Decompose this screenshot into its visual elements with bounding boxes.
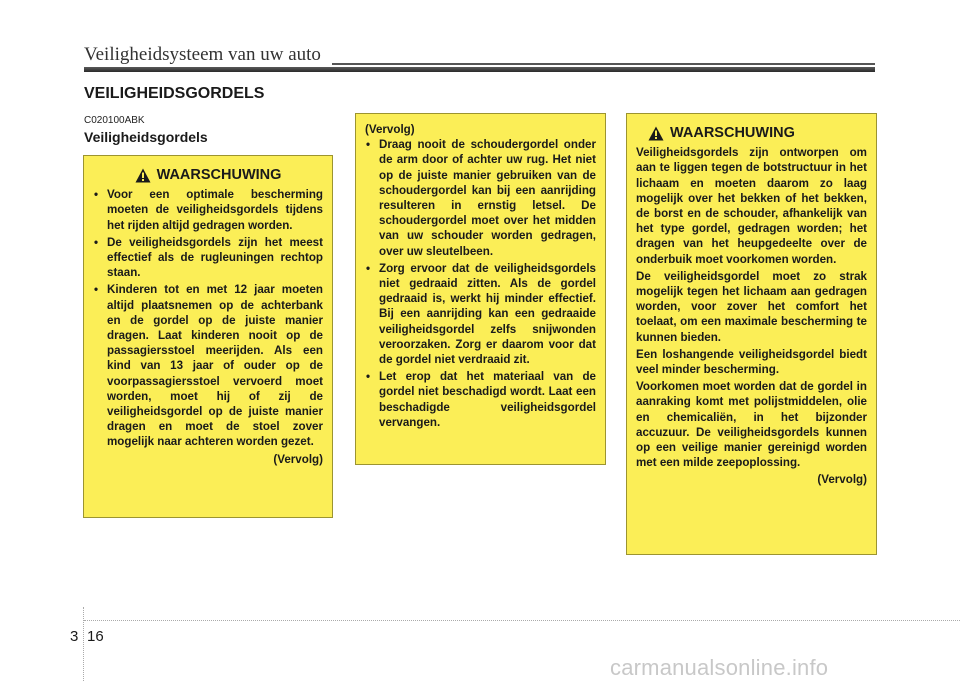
header-rule [84, 67, 875, 72]
section-subtitle: Veiligheidsgordels [84, 129, 208, 145]
warning-box-3 [626, 113, 877, 555]
continued-label: (Vervolg) [273, 452, 323, 466]
paragraph: Een loshangende veiligheidsgordel biedt veel minder bescherming. [636, 347, 867, 377]
footer-rule [84, 620, 960, 621]
warning-triangle-icon [648, 126, 664, 141]
warning-triangle-icon [135, 168, 151, 183]
warning-box-2 [355, 113, 606, 465]
list-item: • Let erop dat het materiaal van de gordel niet beschadigd wordt. Laat een beschadigde veiligheidsgordel vervangen. [365, 369, 596, 430]
list-item: • De veiligheidsgordels zijn het meest effectief als de rugleuningen rechtop staan. [93, 235, 323, 281]
list-item: • Draag nooit de schoudergordel onder de arm door of achter uw rug. Het niet op de juiste manier gebruiken van de schoudergordel kan bij een aanrijding resulteren in ernstig letsel. De schoudergordel moet over het midden van uw schouder worden gedragen, over uw sleutelbeen. [365, 137, 596, 259]
page-number: 16 [87, 628, 104, 645]
continued-label: (Vervolg) [817, 473, 867, 487]
continued-label: (Vervolg) [365, 123, 415, 136]
warning-heading-label: WAARSCHUWING [156, 167, 282, 183]
list-item: • Voor een optimale bescherming moeten de veiligheidsgordels tijdens het rijden altijd gedragen worden. [93, 187, 323, 233]
warning-heading [648, 126, 867, 141]
footer-divider [83, 607, 84, 681]
page-header-title: Veiligheidsysteem van uw auto [84, 44, 321, 65]
list-item: • Kinderen tot en met 12 jaar moeten altijd plaatsnemen op de achterbank en de gordel op de juiste manier dragen. Laat kinderen nooit op de passagiersstoel meerijden. Als een kind van 13 jaar of ouder op de voorpassagiersstoel vervoerd moet worden, moet hij of zij de veiligheidsgordel op de juiste manier dragen en moet de stoel zover mogelijk naar achteren worden gezet. [93, 282, 323, 449]
warning-list [93, 187, 323, 449]
paragraph: Voorkomen moet worden dat de gordel in aanraking komt met polijstmiddelen, olie en chemicaliën, in het bijzonder accuzuur. De veiligheidsgordels kunnen op een veilige manier gereinigd worden met een milde zeepoplossing. [636, 380, 867, 470]
section-code: C020100ABK [84, 115, 145, 126]
warning-heading-label: WAARSCHUWING [670, 125, 795, 141]
chapter-number: 3 [70, 628, 79, 645]
paragraph: De veiligheidsgordel moet zo strak mogelijk tegen het lichaam aan gedragen worden, voor zover het comfort het toelaat, om een maximale bescherming te kunnen bieden. [636, 269, 867, 344]
section-title: VEILIGHEIDSGORDELS [84, 85, 265, 102]
warning-box-1 [83, 155, 333, 518]
list-item: • Zorg ervoor dat de veiligheidsgordels niet gedraaid zitten. Als de gordel gedraaid is, werkt hij minder effectief. Bij een aanrijding kan een gedraaide veiligheidsgordel zelfs snijwonden veroorzaken. Zorg er daarom voor dat de gordel niet verdraaid zit. [365, 261, 596, 367]
paragraph: Veiligheidsgordels zijn ontworpen om aan te liggen tegen de botstructuur in het lichaam en moeten daarom zo laag mogelijk over het bekken of het bekken, de borst en de schouder, afhankelijk van het type gordel, gedragen worden; het dragen van het heupgedeelte over de onderbuik moet voorkomen worden. [636, 146, 867, 266]
watermark: carmanualsonline.info [610, 655, 829, 680]
warning-heading [93, 168, 323, 183]
warning-list [365, 137, 596, 430]
